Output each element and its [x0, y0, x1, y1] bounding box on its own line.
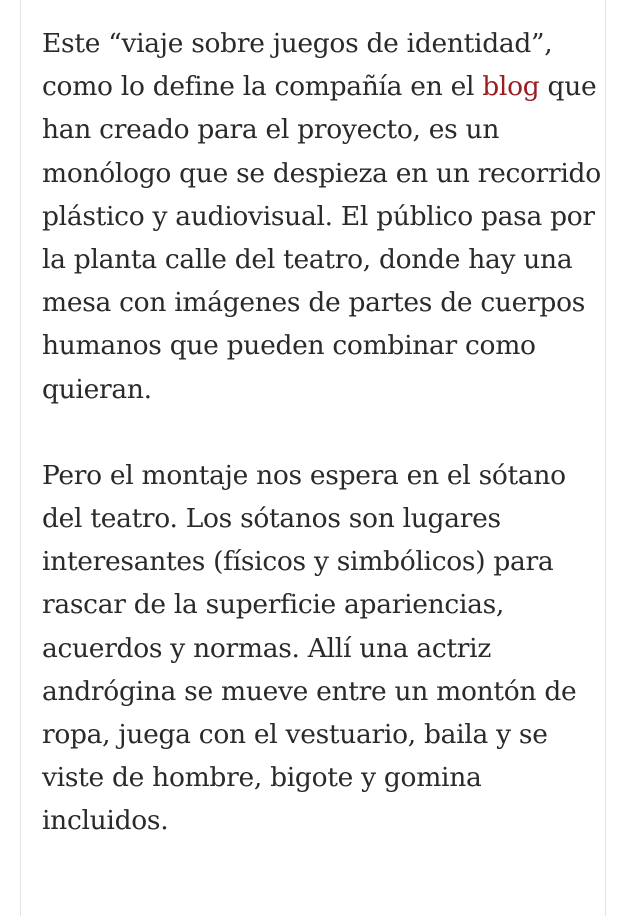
article-body [42, 22, 604, 886]
article-page [20, 0, 606, 916]
article-paragraph-2: Pero el montaje nos espera en el sótano del teatro. Los sótanos son lugares interesantes (físicos y simbólicos) para rascar de la superficie apariencias, acuerdos y normas. Allí una actriz andrógina se mueve entre un montón de ropa, juega con el vestuario, baila y se viste de hombre, bigote y gomina incluidos. [42, 459, 577, 837]
blog-link[interactable]: blog [482, 71, 540, 103]
paragraph-1-text-start: Este “viaje sobre juegos de identidad”, como lo define la compañía en el [42, 28, 553, 103]
paragraph-1-text-end: que han creado para el proyecto, es un monólogo que se despieza en un recorrido plástico y audiovisual. El público pasa por la planta calle del teatro, donde hay una mesa con imágenes de partes de cuerpos humanos que pueden combinar como quieran. [42, 71, 601, 405]
article-paragraph-1 [42, 22, 604, 411]
